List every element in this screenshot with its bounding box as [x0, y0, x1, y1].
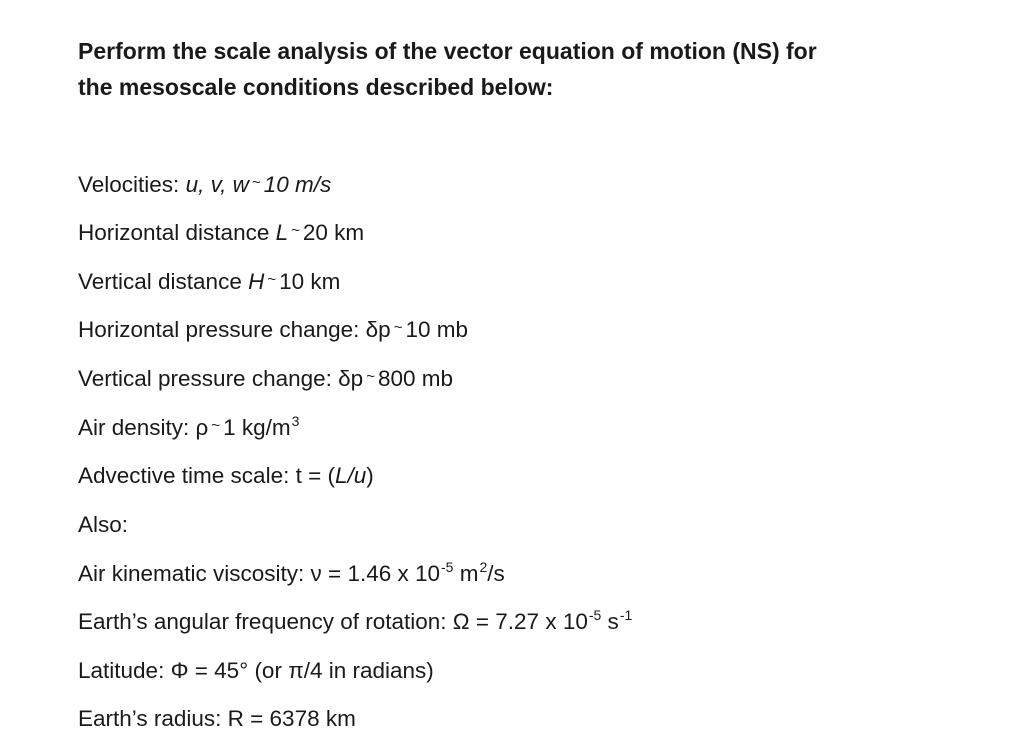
vertical-distance-var: H [248, 269, 265, 294]
rotation-unit: s [601, 609, 619, 634]
horizontal-distance-label: Horizontal distance [78, 220, 276, 245]
horizontal-pressure-label: Horizontal pressure change: δp [78, 317, 391, 342]
earth-radius-line: Earth’s radius: R = 6378 km [78, 706, 356, 731]
velocities-line [78, 171, 331, 202]
air-density-exponent: 3 [291, 413, 300, 429]
tilde-symbol: ~ [211, 417, 221, 434]
velocities-vars: u, v, w [185, 172, 249, 197]
horizontal-distance-value: 20 km [302, 220, 365, 245]
viscosity-exponent: -5 [441, 559, 454, 575]
viscosity-unit: m [453, 561, 479, 586]
also-label: Also: [78, 512, 129, 537]
rotation-exponent: -5 [588, 607, 602, 623]
tilde-symbol: ~ [251, 174, 261, 191]
rotation-text: Earth’s angular frequency of rotation: Ω = 7.27 x 10 [78, 609, 588, 634]
advective-time-line [78, 462, 374, 490]
vertical-distance-value: 10 km [279, 269, 341, 294]
vertical-pressure-label: Vertical pressure change: δp [78, 366, 364, 391]
horizontal-distance-line [78, 219, 364, 250]
tilde-symbol: ~ [366, 368, 375, 385]
tilde-symbol: ~ [393, 319, 403, 336]
rotation-line [78, 608, 632, 638]
air-density-value: 1 kg/m [223, 415, 291, 440]
problem-heading-line-1: Perform the scale analysis of the vector equation of motion (NS) for [78, 38, 817, 64]
advective-time-close: ) [366, 463, 374, 488]
vertical-distance-line [78, 268, 340, 299]
advective-time-label: Advective time scale: t = ( [78, 463, 335, 488]
vertical-distance-label: Vertical distance [78, 269, 249, 294]
air-density-label: Air density: ρ [78, 415, 209, 440]
tilde-symbol: ~ [267, 271, 277, 288]
horizontal-pressure-line [78, 316, 468, 347]
velocities-label: Velocities: [78, 172, 186, 197]
horizontal-pressure-value: 10 mb [405, 317, 469, 342]
vertical-pressure-value: 800 mb [377, 366, 454, 391]
velocities-value: 10 m/s [263, 172, 332, 197]
latitude-line: Latitude: Φ = 45° (or π/4 in radians) [78, 658, 434, 683]
air-density-line [78, 414, 299, 445]
vertical-pressure-line [78, 365, 453, 396]
rotation-unit-exponent: -1 [619, 607, 633, 623]
viscosity-unit-tail: /s [487, 561, 505, 586]
horizontal-distance-var: L [275, 220, 289, 245]
problem-heading-line-2: the mesoscale conditions described below: [78, 74, 554, 100]
tilde-symbol: ~ [291, 222, 300, 239]
viscosity-unit-exponent: 2 [479, 559, 488, 575]
viscosity-line [78, 560, 505, 590]
viscosity-text: Air kinematic viscosity: ν = 1.46 x 10 [78, 561, 441, 586]
advective-time-fraction: L/u [334, 463, 367, 488]
